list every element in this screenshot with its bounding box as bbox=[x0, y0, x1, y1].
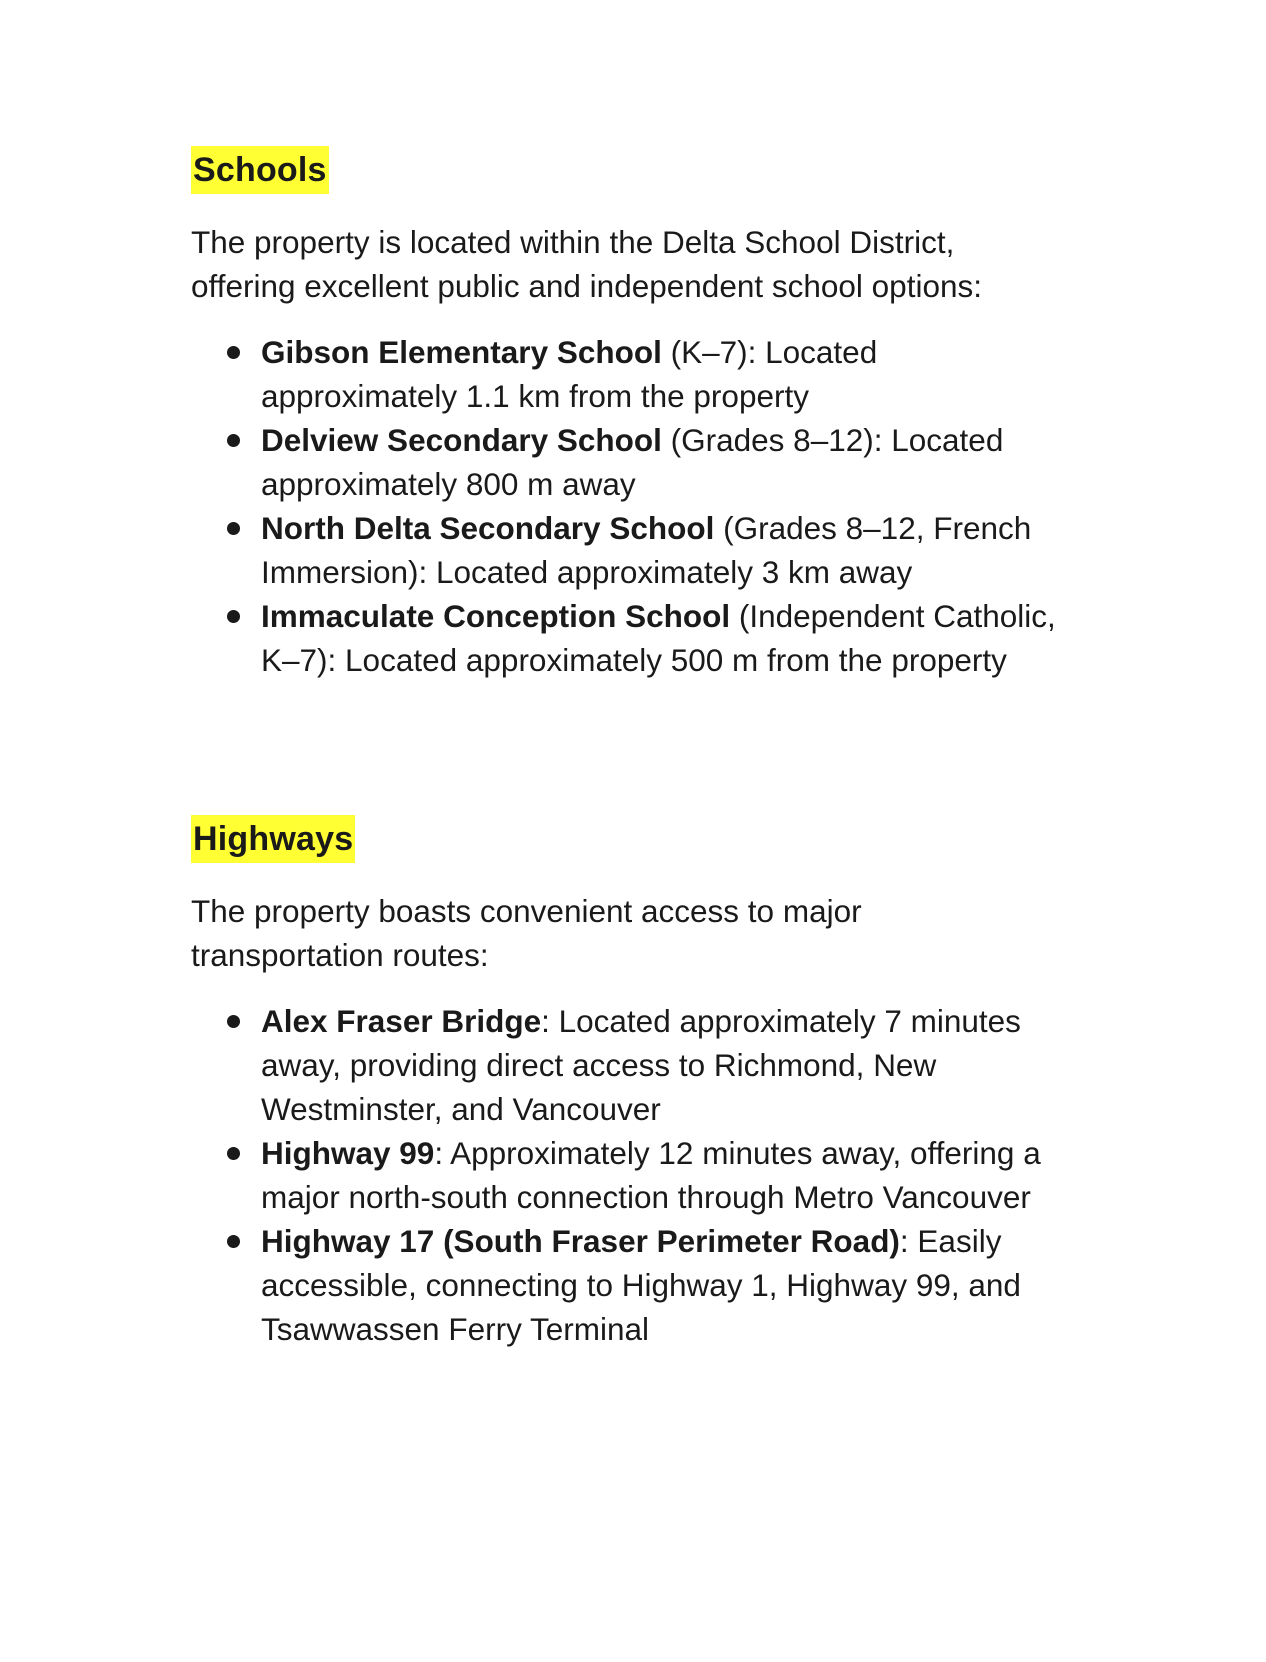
school-details: (K–7): Located approximately 1.1 km from the property bbox=[261, 334, 878, 414]
school-name: North Delta Secondary School bbox=[261, 510, 715, 546]
school-item bbox=[261, 506, 1071, 594]
highway-details: : Approximately 12 minutes away, offering a major north-south connection through Metro Vancouver bbox=[261, 1135, 1041, 1215]
highway-name: Highway 17 (South Fraser Perimeter Road) bbox=[261, 1223, 900, 1259]
bullet-icon bbox=[227, 434, 240, 447]
highway-item bbox=[261, 999, 1071, 1131]
school-name: Gibson Elementary School bbox=[261, 334, 662, 370]
highway-item bbox=[261, 1131, 1071, 1219]
school-name: Immaculate Conception School bbox=[261, 598, 731, 634]
highways-section bbox=[191, 815, 1091, 1351]
school-item bbox=[261, 594, 1071, 682]
bullet-icon bbox=[227, 1235, 240, 1248]
schools-heading: Schools bbox=[191, 146, 329, 194]
highways-intro: The property boasts convenient access to major transportation routes: bbox=[191, 893, 862, 973]
schools-intro: The property is located within the Delta School District, offering excellent public and independent school options: bbox=[191, 224, 982, 304]
bullet-icon bbox=[227, 1147, 240, 1160]
school-details: (Grades 8–12, French Immersion): Located approximately 3 km away bbox=[261, 510, 1032, 590]
highways-heading: Highways bbox=[191, 815, 355, 863]
bullet-icon bbox=[227, 522, 240, 535]
bullet-icon bbox=[227, 610, 240, 623]
school-details: (Grades 8–12): Located approximately 800 m away bbox=[261, 422, 1004, 502]
highway-item bbox=[261, 1219, 1071, 1351]
school-name: Delview Secondary School bbox=[261, 422, 662, 458]
school-item bbox=[261, 418, 1071, 506]
schools-list bbox=[191, 330, 1091, 682]
highway-name: Alex Fraser Bridge bbox=[261, 1003, 542, 1039]
bullet-icon bbox=[227, 1015, 240, 1028]
highway-details: : Easily accessible, connecting to Highway 1, Highway 99, and Tsawwassen Ferry Terminal bbox=[261, 1223, 1021, 1347]
highway-details: : Located approximately 7 minutes away, providing direct access to Richmond, New Westminster, and Vancouver bbox=[261, 1003, 1021, 1127]
highway-name: Highway 99 bbox=[261, 1135, 435, 1171]
schools-section bbox=[191, 146, 1091, 682]
bullet-icon bbox=[227, 346, 240, 359]
highways-list bbox=[191, 999, 1091, 1351]
school-item bbox=[261, 330, 1071, 418]
school-details: (Independent Catholic, K–7): Located approximately 500 m from the property bbox=[261, 598, 1056, 678]
